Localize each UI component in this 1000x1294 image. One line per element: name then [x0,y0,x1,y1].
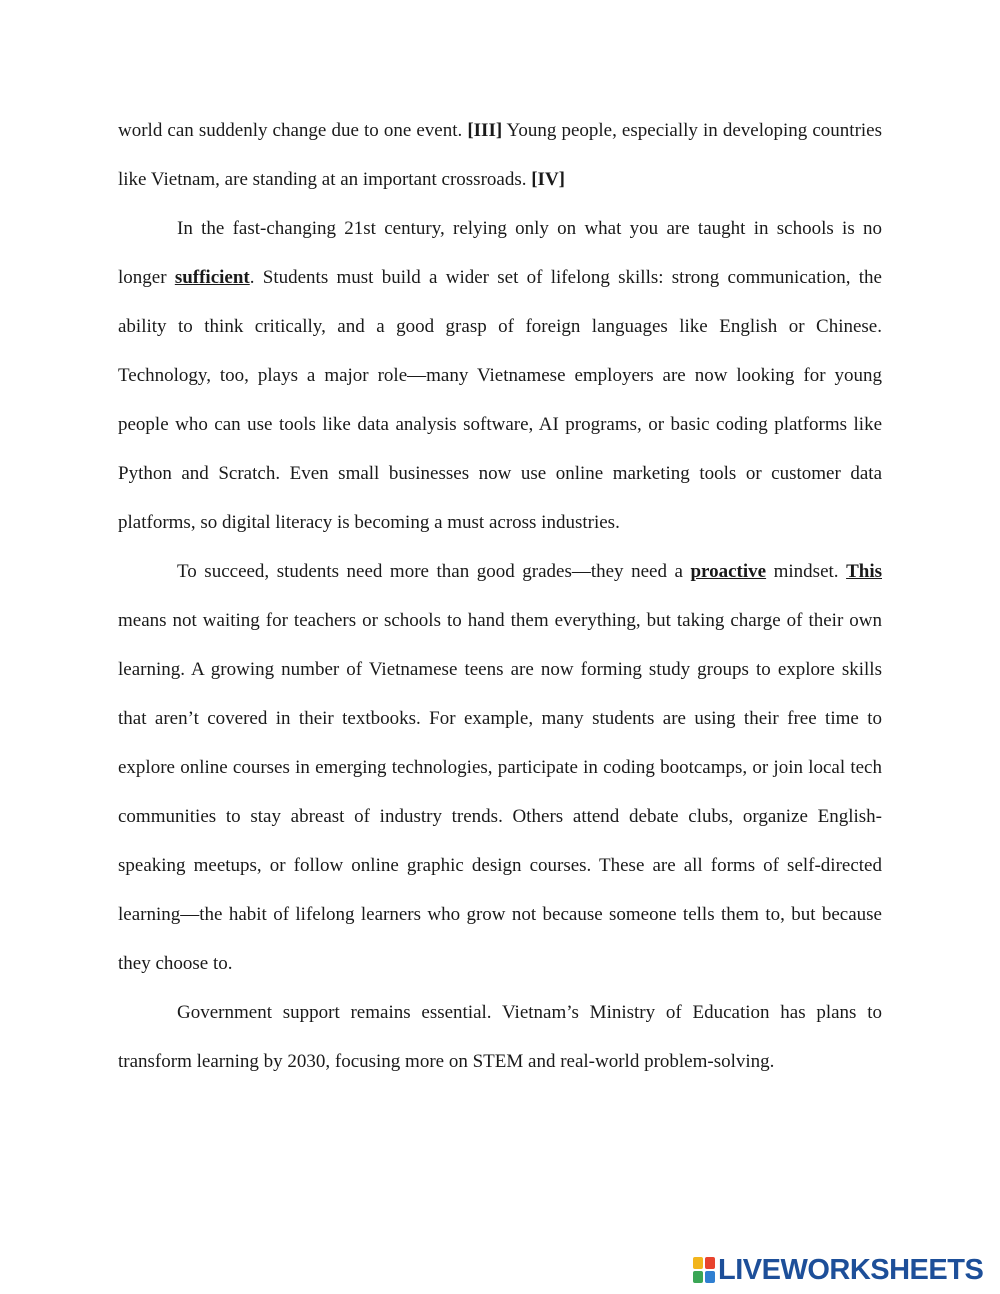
logo-tile-4 [705,1271,715,1283]
paragraph-2: In the fast-changing 21st century, relying only on what you are taught in schools is no longer sufficient. Students must build a wider set of lifelong skills: strong communication, the ability to think critically, and a good grasp of foreign languages like English or Chinese. Technology, too, plays a major role—many Vietnamese employers are now looking for young people who can use tools like data analysis software, AI programs, or basic coding platforms like Python and Scratch. Even small businesses now use online marketing tools or customer data platforms, so digital literacy is becoming a must across industries. [118,218,882,533]
gap-marker-iii: [III] [467,120,503,141]
liveworksheets-logo-icon [693,1257,715,1283]
paragraph-4: Government support remains essential. Vietnam’s Ministry of Education has plans to transform learning by 2030, focusing more on STEM and real-world problem-solving. [118,1002,882,1072]
document-body [118,106,882,1086]
gap-marker-iv: [IV] [531,169,566,190]
paragraph-1: world can suddenly change due to one event. [III] Young people, especially in developing countries like Vietnam, are standing at an important crossroads. [IV] [118,120,883,190]
logo-tile-3 [693,1271,703,1283]
highlighted-word-proactive: proactive [690,561,767,582]
liveworksheets-logo [693,1253,983,1287]
highlighted-word-this: This [846,561,882,582]
logo-text: LIVEWORKSHEETS [718,1254,984,1286]
logo-tile-2 [705,1257,715,1269]
highlighted-word-sufficient: sufficient [174,267,250,288]
logo-tile-1 [693,1257,703,1269]
paragraph-3: To succeed, students need more than good grades—they need a proactive mindset. This means not waiting for teachers or schools to hand them everything, but taking charge of their own learning. A growing number of Vietnamese teens are now forming study groups to explore skills that aren’t covered in their textbooks. For example, many students are using their free time to explore online courses in emerging technologies, participate in coding bootcamps, or join local tech communities to stay abreast of industry trends. Others attend debate clubs, organize English-speaking meetups, or follow online graphic design courses. These are all forms of self-directed learning—the habit of lifelong learners who grow not because someone tells them to, but because they choose to. [118,561,882,974]
